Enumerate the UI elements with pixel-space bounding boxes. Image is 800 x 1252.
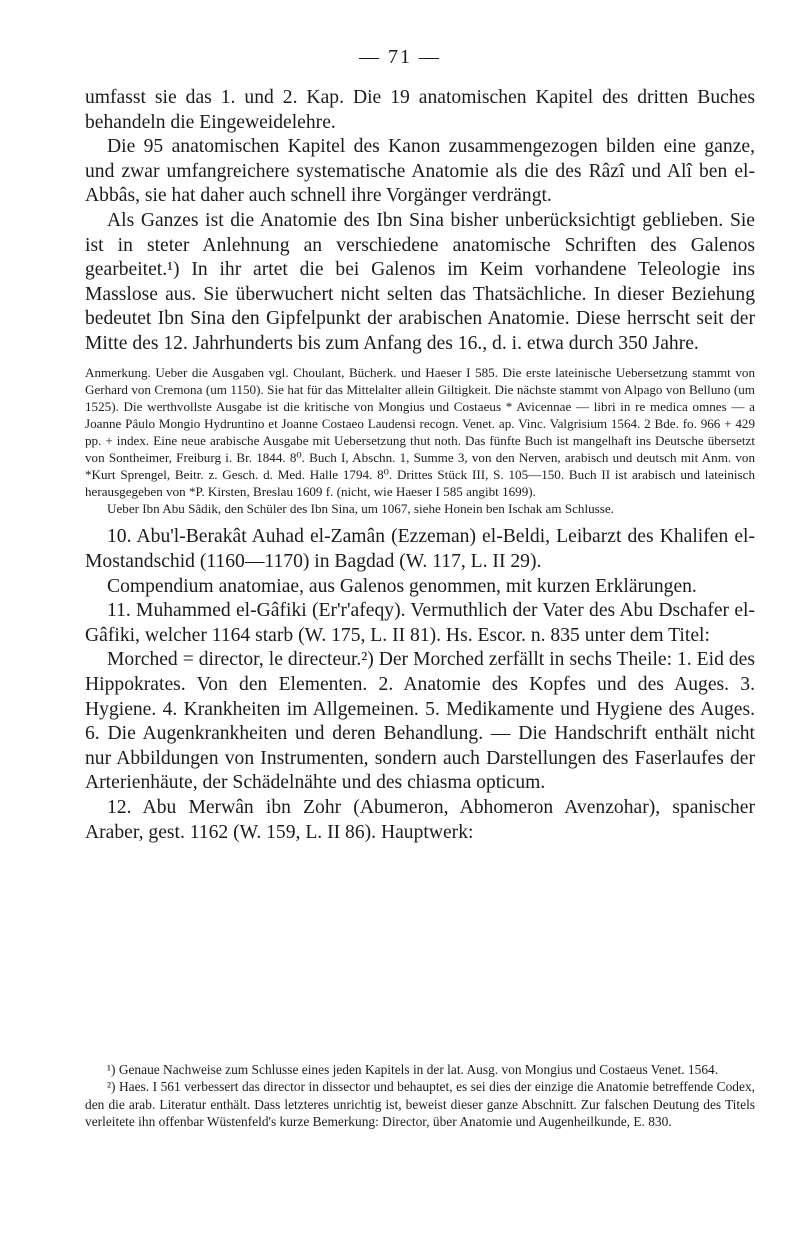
author-entries [85,525,755,845]
main-text [85,86,755,845]
entry-12-heading: 12. Abu Merwân ibn Zohr (Abumeron, Abhomeron Avenzohar), spanischer Araber, gest. 1162 (W. 159, L. II 86). Hauptwerk: [85,796,755,843]
annotation-note-ibn-abu-sadik: Ueber Ibn Abu Sâdik, den Schüler des Ibn Sina, um 1067, siehe Honein ben Ischak am Schlusse. [107,501,614,517]
paragraph-3: Als Ganzes ist die Anatomie des Ibn Sina bisher unberücksichtigt geblieben. Sie ist in steter Anlehnung an verschiedene anatomische Schriften des Galenos gearbeitet.¹) In ihr artet die bei Galenos im Keim vorhandene Teleologie ins Masslose aus. Sie überwuchert nicht selten das Thatsächliche. In dieser Beziehung bedeutet Ibn Sina den Gipfelpunkt der arabischen Anatomie. Diese herrscht seit der Mitte des 12. Jahrhunderts bis zum Anfang des 16., d. i. etwa durch 350 Jahre. [85,209,755,354]
annotation-note: Anmerkung. Ueber die Ausgaben vgl. Choulant, Bücherk. und Haeser I 585. Die erste lateinische Uebersetzung stammt von Gerhard von Cremona (um 1150). Sie hat für das Mittelalter allein Giltigkeit. Die nächste stammt von Alpago von Belluno (um 1525). Die werthvollste Ausgabe ist die kritische von Mongius und Costaeus * Avicennae — libri in re medica omnes — a Joanne Pâulo Mongio Hydruntino et Joanne Costaeo Laudensi recogn. Venet. ap. Vinc. Valgrisium 1564. 2 Bde. fo. 966 + 429 pp. + index. Eine neue arabische Ausgabe mit Uebersetzung thut noth. Das fünfte Buch ist mangelhaft ins Deutsche übersetzt von Sontheimer, Freiburg i. Br. 1844. 8⁰. Buch I, Abschn. 1, Summe 3, von den Nerven, arabisch und deutsch mit Anm. von *Kurt Sprengel, Beitr. z. Gesch. d. Med. Halle 1794. 8⁰. Drittes Stück III, S. 105—150. Buch II ist arabisch und lateinisch herausgegeben von *P. Kirsten, Breslau 1609 f. (nicht, wie Haeser I 585 angibt 1699). [85,364,755,500]
footnote-2: ²) Haes. I 561 verbessert das director in dissector und behauptet, es sei dies der einzige die Anatomie betreffende Codex, den die arab. Literatur enthält. Dass letzteres unrichtig ist, beweist dieser ganze Abschnitt. Zur falschen Deutung des Titels verleitete ihn offenbar Wüstenfeld's kurze Bemerkung: Director, über Anatomie und Augenheilkunde, E. 830. [85,1079,755,1130]
paragraph-1: umfasst sie das 1. und 2. Kap. Die 19 anatomischen Kapitel des dritten Buches behandeln die Eingeweidelehre. [85,87,755,133]
footnotes [85,1061,755,1131]
page-number: — 71 — [359,46,441,68]
entry-11-heading: 11. Muhammed el-Gâfiki (Er'r'afeqy). Vermuthlich der Vater des Abu Dschafer el-Gâfiki, welcher 1164 starb (W. 175, L. II 81). Hs. Escor. n. 835 unter dem Titel: [85,600,755,646]
entry-10-heading: 10. Abu'l-Berakât Auhad el-Zamân (Ezzeman) el-Beldi, Leibarzt des Khalifen el-Mostandschid (1160—1170) in Bagdad (W. 117, L. II 29). [85,526,755,572]
annotation-block [85,364,755,518]
entry-11-work: Morched = director, le directeur.²) Der Morched zerfällt in sechs Theile: 1. Eid des Hippokrates. Von den Elementen. 2. Anatomie des Kopfes und des Auges. 3. Hygiene. 4. Krankheiten im Allgemeinen. 5. Medikamente und Hygiene des Auges. 6. Die Augenkrankheiten und deren Behandlung. — Die Handschrift enthält nicht nur Abbildungen von Instrumenten, sondern auch Darstellungen des Faserlaufes der Arterienhäute, der Schädelnähte und des chiasma opticum. [85,649,755,794]
footnote-1: ¹) Genaue Nachweise zum Schlusse eines jeden Kapitels in der lat. Ausg. von Mongius und Costaeus Venet. 1564. [107,1062,719,1077]
paragraph-2: Die 95 anatomischen Kapitel des Kanon zusammengezogen bilden eine ganze, und zwar umfangreichere systematische Anatomie als die des Râzî und Alî ben el-Abbâs, sie hat daher auch schnell ihre Vorgänger verdrängt. [85,136,755,207]
entry-10-work: Compendium anatomiae, aus Galenos genommen, mit kurzen Erklärungen. [107,575,697,597]
